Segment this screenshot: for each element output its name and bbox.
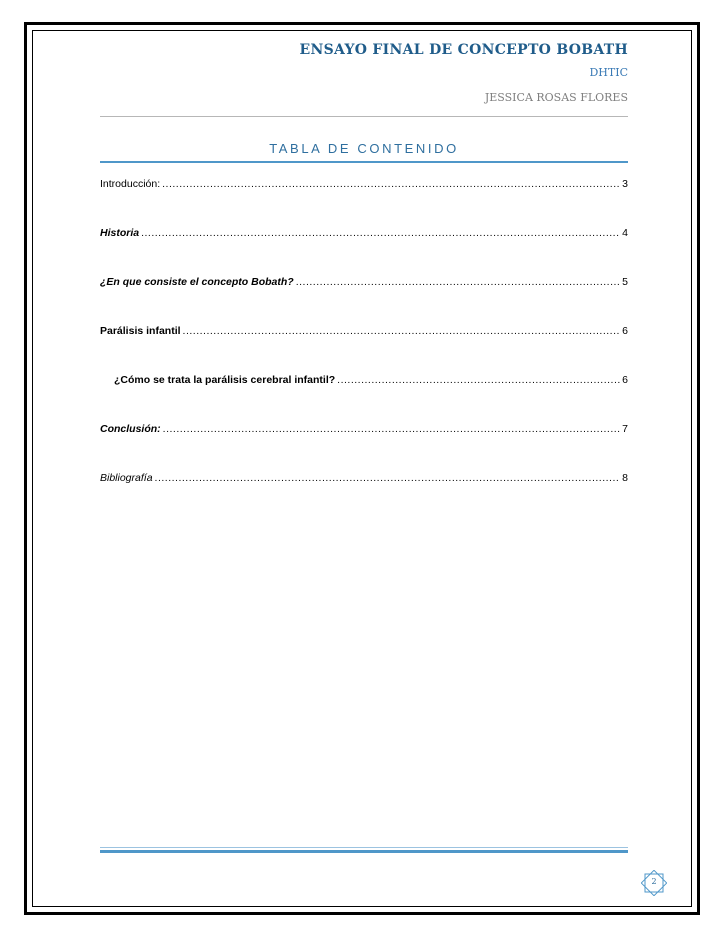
toc-leader-dots <box>162 178 620 190</box>
footer-divider-thick <box>100 850 628 853</box>
document-header <box>300 40 628 108</box>
toc-entry-page: 7 <box>622 423 628 435</box>
toc-leader-dots <box>155 472 621 484</box>
toc-entry-page: 5 <box>622 276 628 288</box>
toc-heading-divider <box>100 161 628 163</box>
toc-leader-dots <box>163 423 620 435</box>
page-number: 2 <box>651 877 657 886</box>
document-subtitle: DHTIC <box>589 66 628 79</box>
toc-entry-paralisis-infantil[interactable] <box>100 325 628 374</box>
toc-entry-page: 6 <box>622 325 628 337</box>
toc-entry-label: Historia <box>100 227 140 239</box>
table-of-contents <box>100 178 628 521</box>
toc-entry-page: 3 <box>622 178 628 190</box>
toc-heading: TABLA DE CONTENIDO <box>269 141 459 156</box>
toc-leader-dots <box>337 374 620 386</box>
toc-leader-dots <box>296 276 620 288</box>
toc-entry-label: Parálisis infantil <box>100 325 181 337</box>
toc-entry-conclusion[interactable] <box>100 423 628 472</box>
toc-entry-page: 8 <box>622 472 628 484</box>
page-number-badge <box>641 870 667 896</box>
header-divider <box>100 116 628 117</box>
toc-entry-introduccion[interactable] <box>100 178 628 227</box>
toc-entry-tratamiento[interactable] <box>100 374 628 423</box>
toc-leader-dots <box>141 227 620 239</box>
toc-leader-dots <box>183 325 621 337</box>
toc-entry-label: Conclusión: <box>100 423 161 435</box>
toc-entry-bibliografia[interactable] <box>100 472 628 521</box>
toc-entry-page: 4 <box>622 227 628 239</box>
toc-entry-concepto-bobath[interactable] <box>100 276 628 325</box>
toc-entry-historia[interactable] <box>100 227 628 276</box>
toc-entry-label: Introducción: <box>100 178 161 190</box>
toc-entry-page: 6 <box>622 374 628 386</box>
toc-entry-label: Bibliografía <box>100 472 153 484</box>
document-author: JESSICA ROSAS FLORES <box>484 91 628 104</box>
footer-divider-thin <box>100 847 628 848</box>
document-title: ENSAYO FINAL DE CONCEPTO BOBATH <box>299 42 628 58</box>
toc-entry-label: ¿En que consiste el concepto Bobath? <box>100 276 294 288</box>
toc-entry-label: ¿Cómo se trata la parálisis cerebral infantil? <box>114 374 336 386</box>
